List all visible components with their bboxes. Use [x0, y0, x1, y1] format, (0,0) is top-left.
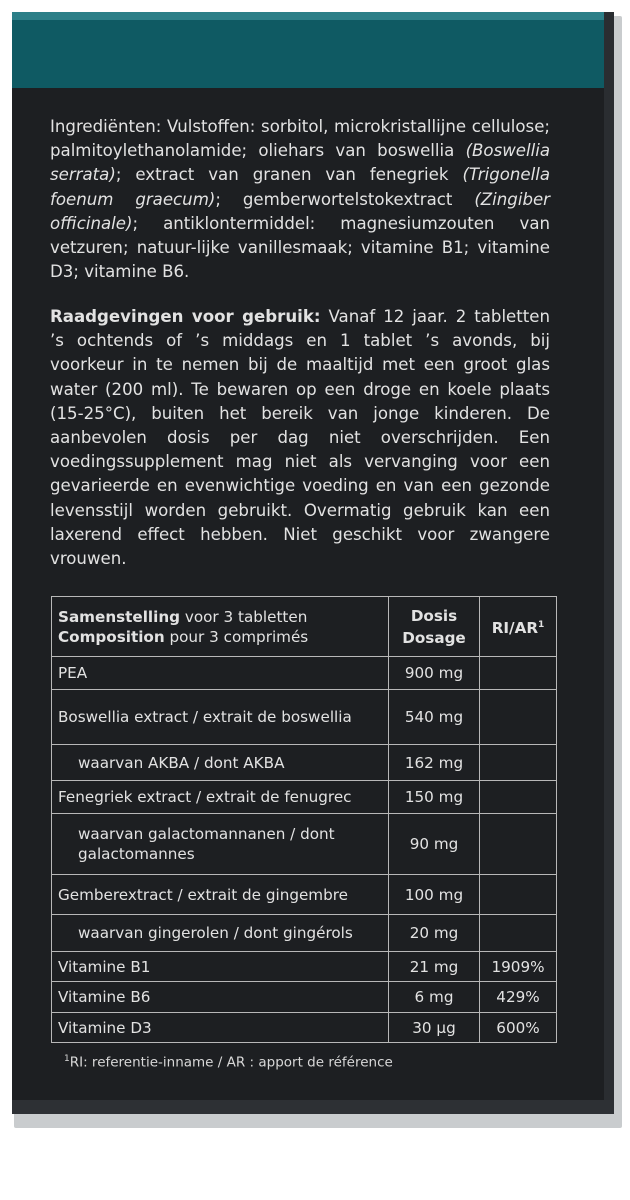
ingredients-paragraph: Ingrediënten: Vulstoffen: sorbitol, microkristallijne cellulose; palmitoylethanolamide; oliehars van boswellia (Boswellia serrata); extract van granen van fenegriek (Trigonella foenum graecum); gemberwortelstokextract (Zingiber officinale); antiklontermiddel: magnesiumzouten van vetzuren; natuur-lijke vanillesmaak; vitamine B1; vitamine D3; vitamine B6. [50, 117, 551, 282]
header-composition: Samenstelling voor 3 tabletten Composition pour 3 comprimés [52, 597, 389, 657]
box-bottom-edge [12, 1100, 614, 1114]
table-row: waarvan galactomannanen / dont galactomannes 90 mg [52, 814, 557, 875]
usage-advice-paragraph: Raadgevingen voor gebruik: Vanaf 12 jaar. 2 tabletten ’s ochtends of ’s middags en 1 tablet ’s avonds, bij voorkeur in te nemen bij de maaltijd met een groot glas water (200 ml). Te bewaren op een droge en koele plaats (15-25°C), buiten het bereik van jonge kinderen. De aanbevolen dosis per dag niet overschrijden. Een voedingssupplement mag niet als vervanging voor een gevarieerde en evenwichtige voeding en van een gezonde levensstijl worden gebruikt. Overmatig gebruik kan een laxerend effect hebben. Niet geschikt voor zwangere vrouwen. [50, 307, 551, 569]
box-side-edge [604, 12, 614, 1114]
composition-table [51, 596, 557, 1043]
usage-advice-label: Raadgevingen voor gebruik: [50, 307, 321, 326]
table-row: Vitamine D3 30 µg 600% [52, 1013, 557, 1043]
header-dose: Dosis Dosage [389, 597, 480, 657]
ingredients-label: Ingrediënten: [50, 117, 162, 136]
table-header-row [52, 597, 557, 657]
header-ri: $RI/AR^1$ [480, 597, 557, 657]
teal-band [12, 12, 614, 88]
table-row: Fenegriek extract / extrait de fenugrec 150 mg [52, 781, 557, 814]
table-row: Vitamine B1 21 mg 1909% [52, 952, 557, 982]
table-row: waarvan gingerolen / dont gingérols 20 mg [52, 915, 557, 952]
teal-band-highlight [12, 12, 614, 20]
table-row: Vitamine B6 6 mg 429% [52, 982, 557, 1013]
table-row: Boswellia extract / extrait de boswellia 540 mg [52, 690, 557, 745]
table-row: Gemberextract / extrait de gingembre 100 mg [52, 875, 557, 915]
table-row: PEA 900 mg [52, 657, 557, 690]
table-row: waarvan AKBA / dont AKBA 162 mg [52, 745, 557, 781]
footnote: $^1$RI: referentie-inname / AR : apport de référence [64, 1054, 393, 1071]
